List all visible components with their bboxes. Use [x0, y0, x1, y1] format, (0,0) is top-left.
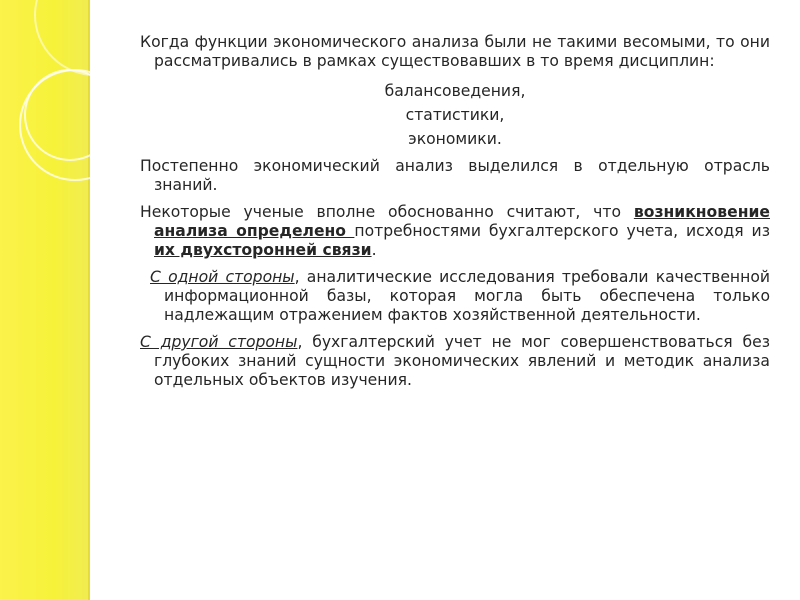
discipline-item: экономики.: [408, 130, 502, 148]
bold-emphasis: возникновение анализа определено: [154, 203, 770, 240]
one-side-paragraph: [140, 268, 770, 325]
text-span: .: [371, 241, 377, 259]
slide-content: [140, 33, 770, 398]
intro-paragraph: Когда функции экономического анализа были не такими весомыми, то они рассматривались в рамках существовавших в то время дисциплин:: [140, 33, 770, 70]
italic-emphasis: С одной стороны: [150, 268, 295, 286]
discipline-item: балансоведения,: [384, 82, 526, 100]
bold-emphasis: их двухсторонней связи: [154, 241, 372, 259]
other-side-paragraph: [140, 333, 770, 390]
disciplines-list: [140, 79, 770, 151]
text-span: , бухгалтерский учет не мог совершенствоваться без глубоких знаний сущности экономических явлений и методик анализа отдельных объектов изучения.: [154, 333, 770, 389]
separation-paragraph: Постепенно экономический анализ выделился в отдельную отрасль знаний.: [140, 157, 770, 194]
yellow-sidebar: [0, 0, 90, 600]
text-span: , аналитические исследования требовали качественной информационной базы, которая могла быть обеспечена только надлежащим отражением фактов хозяйственной деятельности.: [164, 268, 770, 324]
italic-emphasis: С другой стороны: [140, 333, 298, 351]
text-span: Некоторые ученые вполне обоснованно считают, что: [140, 203, 634, 221]
text-span: потребностями бухгалтерского учета, исходя из: [354, 222, 770, 240]
origin-paragraph: [140, 203, 770, 260]
discipline-item: статистики,: [405, 106, 505, 124]
